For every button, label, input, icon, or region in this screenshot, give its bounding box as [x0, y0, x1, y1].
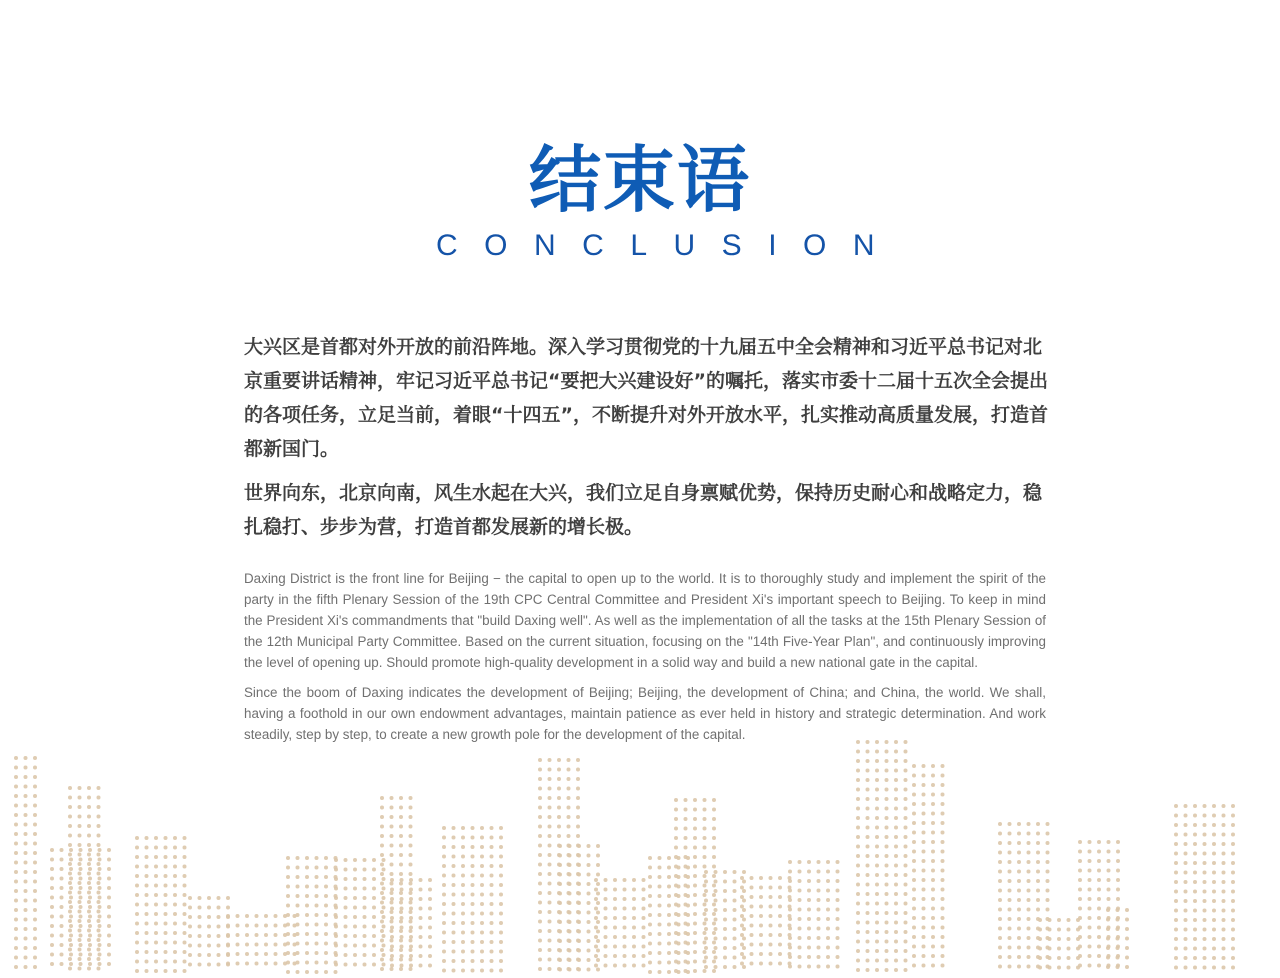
chinese-body — [244, 330, 1048, 554]
page-title-chinese: 结束语 — [528, 138, 751, 222]
chinese-paragraph-1: 大兴区是首都对外开放的前沿阵地。深入学习贯彻党的十九届五中全会精神和习近平总书记对北京重要讲话精神，牢记习近平总书记“要把大兴建设好”的嘱托，落实市委十二届十五次全会提出的各项任务，立足当前，着眼“十四五”，不断提升对外开放水平，扎实推动高质量发展，打造首都新国门。 — [244, 336, 1048, 460]
page-title-english: CONCLUSION — [436, 229, 902, 262]
english-body — [244, 568, 1046, 754]
english-paragraph-2: Since the boom of Daxing indicates the development of Beijing; Beijing, the development of China; and China, the world. We shall, having a foothold in our own endowment advantages, maintain patience as ever held in history and strategic determination. And work steadily, step by step, to create a new growth pole for the development of the capital. — [244, 685, 1046, 742]
english-paragraph-1: Daxing District is the front line for Beijing − the capital to open up to the world. It is to thoroughly study and implement the spirit of the party in the fifth Plenary Session of the 19th CPC Central Committee and President Xi's important speech to Beijing. To keep in mind the President Xi's commandments that "build Daxing well". As well as the implementation of all the tasks at the 15th Plenary Session of the 12th Municipal Party Committee. Based on the current situation, focusing on the "14th Five-Year Plan", and continuously improving the level of opening up. Should promote high-quality development in a solid way and build a new national gate in the capital. — [244, 571, 1046, 670]
chinese-paragraph-2: 世界向东，北京向南，风生水起在大兴，我们立足自身禀赋优势，保持历史耐心和战略定力，稳扎稳打、步步为营，打造首都发展新的增长极。 — [244, 482, 1043, 538]
